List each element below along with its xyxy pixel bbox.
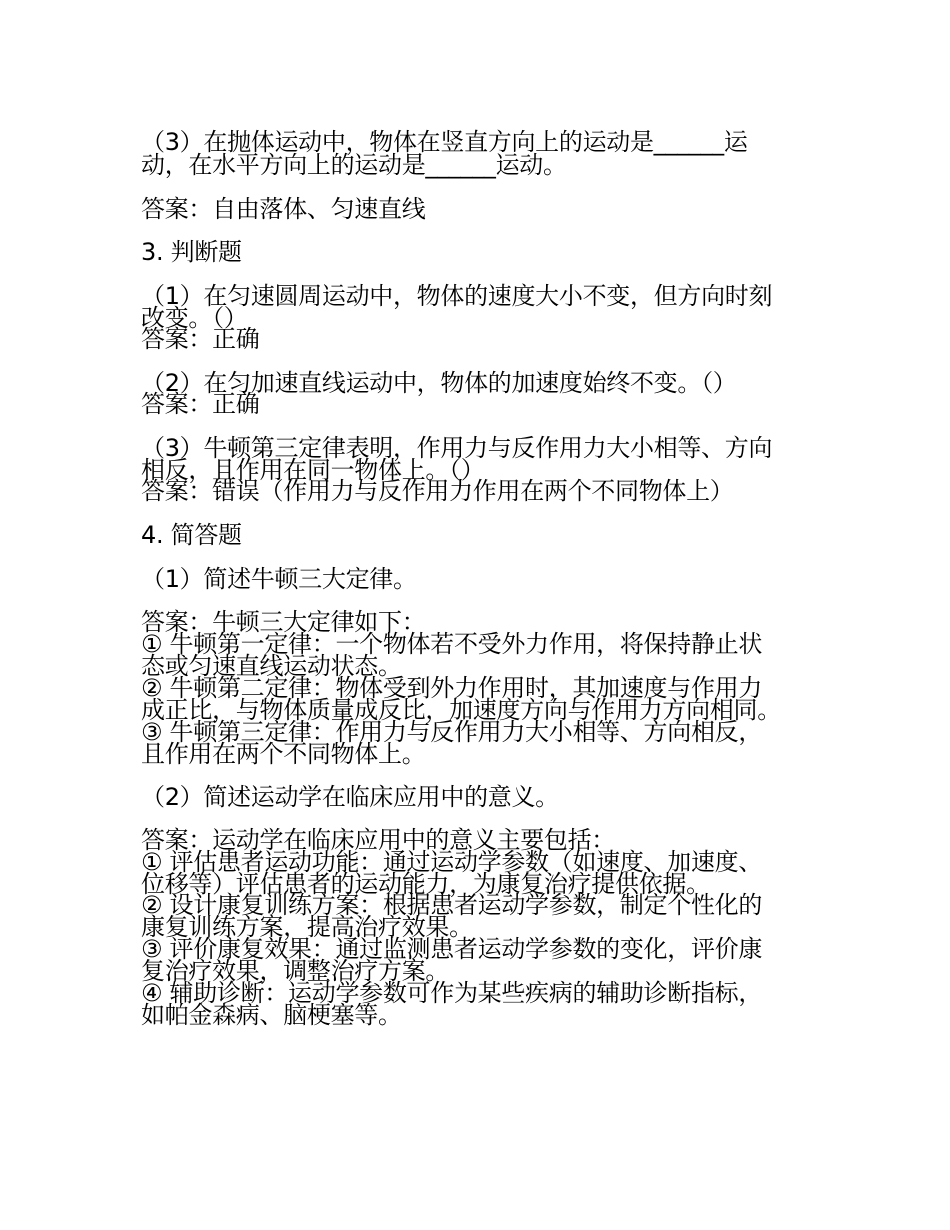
clinical-point-1-line-2: 位移等）评估患者的运动能力，为康复治疗提供依据。: [141, 870, 710, 898]
fill-blank-question-3-line-2: 动，在水平方向上的运动是______运动。: [141, 151, 567, 179]
clinical-point-2-line-2: 康复训练方案，提高治疗效果。: [141, 913, 473, 941]
judgment-question-2: （2）在匀加速直线运动中，物体的加速度始终不变。（）: [141, 369, 737, 397]
newton-third-law-line-2: 且作用在两个不同物体上。: [141, 740, 426, 768]
judgment-question-3-line-2: 相反，且作用在同一物体上。（）: [141, 456, 485, 484]
fill-blank-answer-3: 答案：自由落体、匀速直线: [141, 195, 426, 223]
short-answer-question-1: （1）简述牛顿三大定律。: [141, 565, 417, 593]
newton-third-law-line-1: ③ 牛顿第三定律：作用力与反作用力大小相等、方向相反，: [141, 718, 763, 746]
newton-second-law-line-2: 成正比，与物体质量成反比，加速度方向与作用力方向相同。: [141, 696, 781, 724]
judgment-answer-3: 答案：错误（作用力与反作用力作用在两个不同物体上）: [141, 477, 734, 505]
section-heading-judgment: 3. 判断题: [141, 238, 242, 266]
judgment-question-1-line-2: 改变。（）: [141, 304, 248, 332]
section-heading-short-answer: 4. 简答题: [141, 521, 242, 549]
judgment-answer-2: 答案：正确: [141, 390, 260, 418]
clinical-point-3-line-1: ③ 评价康复效果：通过监测患者运动学参数的变化，评价康: [141, 935, 763, 963]
judgment-answer-1: 答案：正确: [141, 325, 260, 353]
judgment-question-1-line-1: （1）在匀速圆周运动中，物体的速度大小不变，但方向时刻: [141, 282, 773, 310]
newton-first-law-line-1: ① 牛顿第一定律：一个物体若不受外力作用，将保持静止状: [141, 630, 763, 658]
newton-first-law-line-2: 态或匀速直线运动状态。: [141, 652, 402, 680]
fill-blank-question-3-line-1: （3）在抛体运动中，物体在竖直方向上的运动是______运: [141, 128, 748, 156]
clinical-point-4-line-1: ④ 辅助诊断：运动学参数可作为某些疾病的辅助诊断指标，: [141, 979, 763, 1007]
short-answer-1-intro: 答案：牛顿三大定律如下：: [141, 608, 426, 636]
judgment-question-3-line-1: （3）牛顿第三定律表明，作用力与反作用力大小相等、方向: [141, 434, 773, 462]
clinical-point-2-line-1: ② 设计康复训练方案：根据患者运动学参数，制定个性化的: [141, 891, 763, 919]
short-answer-question-2: （2）简述运动学在临床应用中的意义。: [141, 783, 559, 811]
clinical-point-1-line-1: ① 评估患者运动功能：通过运动学参数（如速度、加速度、: [141, 848, 763, 876]
newton-second-law-line-1: ② 牛顿第二定律：物体受到外力作用时，其加速度与作用力: [141, 674, 763, 702]
clinical-point-3-line-2: 复治疗效果，调整治疗方案。: [141, 957, 450, 985]
clinical-point-4-line-2: 如帕金森病、脑梗塞等。: [141, 1001, 402, 1029]
short-answer-2-intro: 答案：运动学在临床应用中的意义主要包括：: [141, 826, 615, 854]
